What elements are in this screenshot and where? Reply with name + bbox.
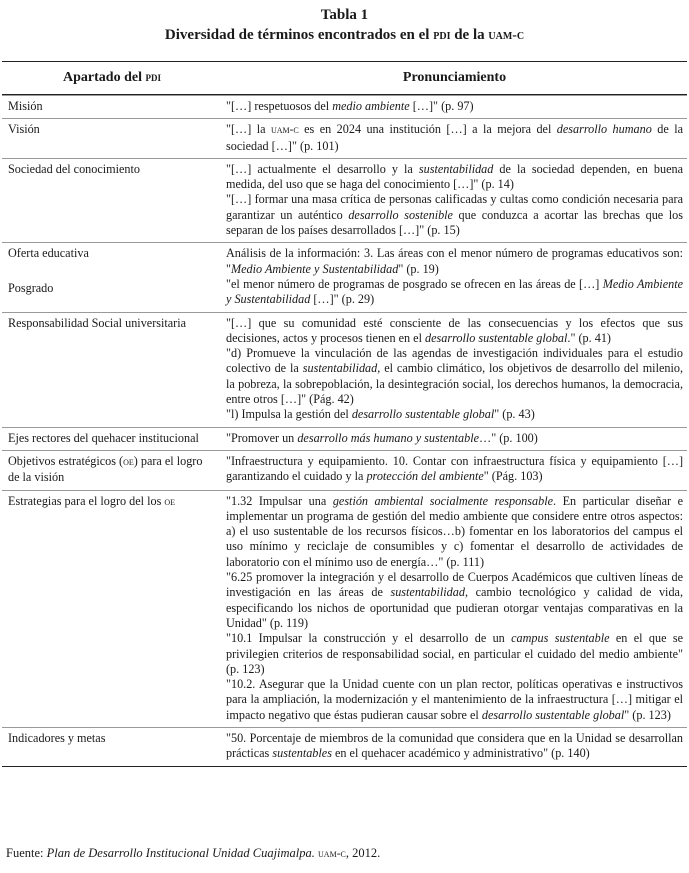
table-row: [2, 312, 687, 427]
quote: "l) Impulsa la gestión del desarrollo sustentable global" (p. 43): [226, 407, 535, 422]
header-pronunciamiento: Pronunciamiento: [402, 70, 507, 85]
row-content: [216, 243, 687, 311]
table-row: [2, 95, 687, 118]
header-apartado-text: Apartado del: [63, 70, 146, 85]
quote: "50. Porcentaje de miembros de la comunidad que considera que en la Unidad se desarrollan prácticas sustentables en el quehacer académico y administrativo" (p. 140): [226, 730, 683, 761]
row-label: Objetivos estratégicos (oe) para el logro de la visión: [8, 453, 203, 485]
row-content: [216, 159, 687, 242]
row-label-posgrado: Posgrado: [8, 280, 54, 295]
row-label: [2, 243, 216, 311]
subtitle-pdi: pdi: [433, 27, 451, 42]
row-label: Visión: [8, 122, 40, 137]
row-content: [216, 119, 687, 158]
row-label-oferta: Oferta educativa: [8, 246, 89, 261]
row-content: [216, 96, 687, 118]
table-row: [2, 490, 687, 727]
quote: "[…] actualmente el desarrollo y la sustentabilidad de la sociedad dependen, en buena medida, del uso que se haga del conocimiento […]" (p. 14): [226, 161, 683, 192]
quote: "[…] respetuosos del medio ambiente […]" (p. 97): [226, 99, 474, 113]
quote: "1.32 Impulsar una gestión ambiental socialmente responsable. En particular diseñar e implementar un programa de gestión del medio ambiente que considere entre otros aspectos: a) el uso sustentable de los recursos físicos…b) fomentar en los laboratorios del campus el uso mínimo y reciclaje de consumibles y c) fomentar el desarrollo de actividades de laboratorio con el mínimo uso de energía…" (p. 111): [226, 493, 683, 569]
header-apartado-pdi: pdi: [145, 70, 161, 84]
quote: "[…] que su comunidad esté consciente de las consecuencias y los efectos que sus decisiones, actos y procesos tienen en el desarrollo sustentable global." (p. 41): [226, 315, 683, 345]
row-content: [216, 451, 687, 490]
subtitle-mid: de la: [450, 27, 489, 43]
table-row: [2, 727, 687, 766]
table-title: Tabla 1: [320, 7, 369, 23]
table-row: [2, 118, 687, 158]
table-subtitle: [0, 25, 689, 45]
quote: "d) Promueve la vinculación de las agendas de investigación individuales para el estudio colectivo de la sustentabilidad, el cambio climático, los objetivos de desarrollo del milenio, la pobreza, la sobrepoblación, la desintegración social, los derechos humanos, la democracia, entre otros […]" (Pág. 42): [226, 346, 683, 407]
quote: "Infraestructura y equipamiento. 10. Contar con infraestructura física y equipamiento […] garantizando el cuidado y la protección del ambiente" (Pág. 103): [226, 453, 683, 484]
row-label: Responsabilidad Social universitaria: [8, 315, 187, 330]
table-bottom-rule: [2, 766, 687, 767]
table-source: Fuente: Plan de Desarrollo Institucional Unidad Cuajimalpa. uam-c, 2012.: [6, 846, 381, 860]
table-caption: [0, 6, 689, 45]
quote: "[…] la uam-c es en 2024 una institución […] a la mejora del desarrollo humano de la sociedad […]" (p. 101): [226, 122, 684, 153]
quote: "10.2. Asegurar que la Unidad cuente con un plan rector, políticas operativas e instructivos para la ampliación, la modernización y el mantenimiento de la infraestructura […] mitigar el impacto negativo que éstas pudieran causar sobre el desarrollo sustentable global" (p. 123): [226, 677, 683, 722]
quote: Análisis de la información: 3. Las áreas con el menor número de programas educativos son: "Medio Ambiente y Sustentabilidad" (p. 19): [226, 246, 683, 276]
row-content: [216, 728, 687, 766]
subtitle-text: Diversidad de términos encontrados en el: [164, 27, 434, 43]
terms-table: [2, 61, 687, 767]
quote: "[…] formar una masa crítica de personas calificadas y cultas como condición necesaria para garantizar un auténtico desarrollo sostenible que conduzca a acortar las brechas que los separan de los países desarrollados […]" (p. 15): [226, 192, 684, 238]
row-label: Sociedad del conocimiento: [8, 161, 140, 176]
quote: "el menor número de programas de posgrado se ofrecen en las áreas de […] Medio Ambiente y Sustentabilidad […]" (p. 29): [226, 276, 683, 307]
quote: "6.25 promover la integración y el desarrollo de Cuerpos Académicos que cultiven líneas de investigación en las áreas de sustentabilidad, cambio tecnológico y calidad de vida, especificando los nichos de oportunidad que pudieran otorgar ventajas comparativas en la Unidad" (p. 119): [226, 570, 683, 630]
table-row: [2, 242, 687, 311]
row-content: [216, 428, 687, 450]
quote: "10.1 Impulsar la construcción y el desarrollo de un campus sustentable en el que se privilegien criterios de responsabilidad social, en particular el cuidado del medio ambiente" (p. 123): [226, 631, 683, 676]
row-label: Estrategias para el logro del los oe: [8, 493, 176, 508]
subtitle-uam: uam-c: [488, 27, 525, 42]
table-row: [2, 158, 687, 242]
table-row: [2, 450, 687, 490]
row-label: Ejes rectores del quehacer institucional: [8, 430, 199, 445]
table-header-row: [2, 62, 687, 94]
row-label: Indicadores y metas: [8, 730, 106, 745]
table-row: [2, 427, 687, 450]
row-content: [216, 491, 687, 727]
row-label: Misión: [8, 99, 43, 113]
quote: "Promover un desarrollo más humano y sustentable…" (p. 100): [226, 430, 538, 445]
row-content: [216, 313, 687, 427]
header-apartado: [2, 70, 222, 86]
